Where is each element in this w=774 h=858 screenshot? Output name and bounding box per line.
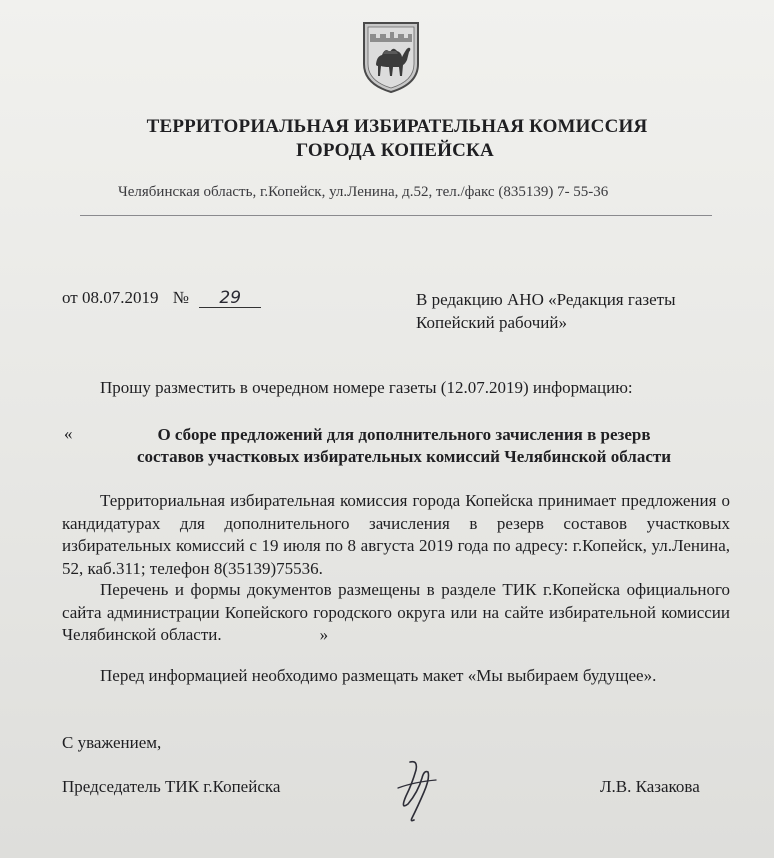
number-sign: № <box>172 288 189 307</box>
recipient-block <box>416 288 676 334</box>
paragraph-layout-note: Перед информацией необходимо размещать макет «Мы выбираем будущее». <box>100 666 657 685</box>
regards-text: С уважением, <box>62 733 162 752</box>
signer-title: Председатель ТИК г.Копейска <box>62 777 281 796</box>
paragraph-acceptance: Территориальная избирательная комиссия города Копейска принимает предложения о кандидатурах для дополнительного зачисления в резерв составов участковых избирательных комиссий с 19 июля по 8 августа 2019 года по адресу: г.Копейск, ул.Ленина, 52, каб.311; телефон 8(35139)75536. <box>62 491 730 578</box>
heading-line1: О сборе предложений для дополнительного зачисления в резерв <box>157 425 651 444</box>
announcement-heading <box>84 424 724 468</box>
paragraph-documents-text: Перечень и формы документов размещены в разделе ТИК г.Копейска официального сайта администрации Копейского городского округа или на сайте избирательной комиссии Челябинской области. <box>62 580 730 644</box>
request-text: Прошу разместить в очередном номере газеты (12.07.2019) информацию: <box>100 378 633 397</box>
closing-quote: » <box>319 625 329 644</box>
opening-quote: « <box>64 424 73 443</box>
header-divider <box>80 215 712 216</box>
handwritten-letter-number: 29 <box>199 289 261 308</box>
paragraph-documents <box>62 579 730 647</box>
chelyabinsk-camel-emblem-icon <box>360 20 422 94</box>
letter-date: от 08.07.2019 <box>62 288 159 307</box>
letter-date-number <box>62 288 261 308</box>
commission-title-line1: ТЕРРИТОРИАЛЬНАЯ ИЗБИРАТЕЛЬНАЯ КОМИССИЯ <box>146 116 648 137</box>
commission-title-line2: ГОРОДА КОПЕЙСКА <box>296 140 494 161</box>
heading-line2: составов участковых избирательных комиссий Челябинской области <box>136 447 672 466</box>
signer-name: Л.В. Казакова <box>600 777 700 796</box>
handwritten-signature <box>388 758 446 824</box>
recipient-line2: Копейский рабочий» <box>416 313 567 332</box>
commission-address: Челябинская область, г.Копейск, ул.Ленина, д.52, тел./факс (835139) 7- 55-36 <box>118 184 609 200</box>
recipient-line1: В редакцию АНО «Редакция газеты <box>416 290 676 309</box>
